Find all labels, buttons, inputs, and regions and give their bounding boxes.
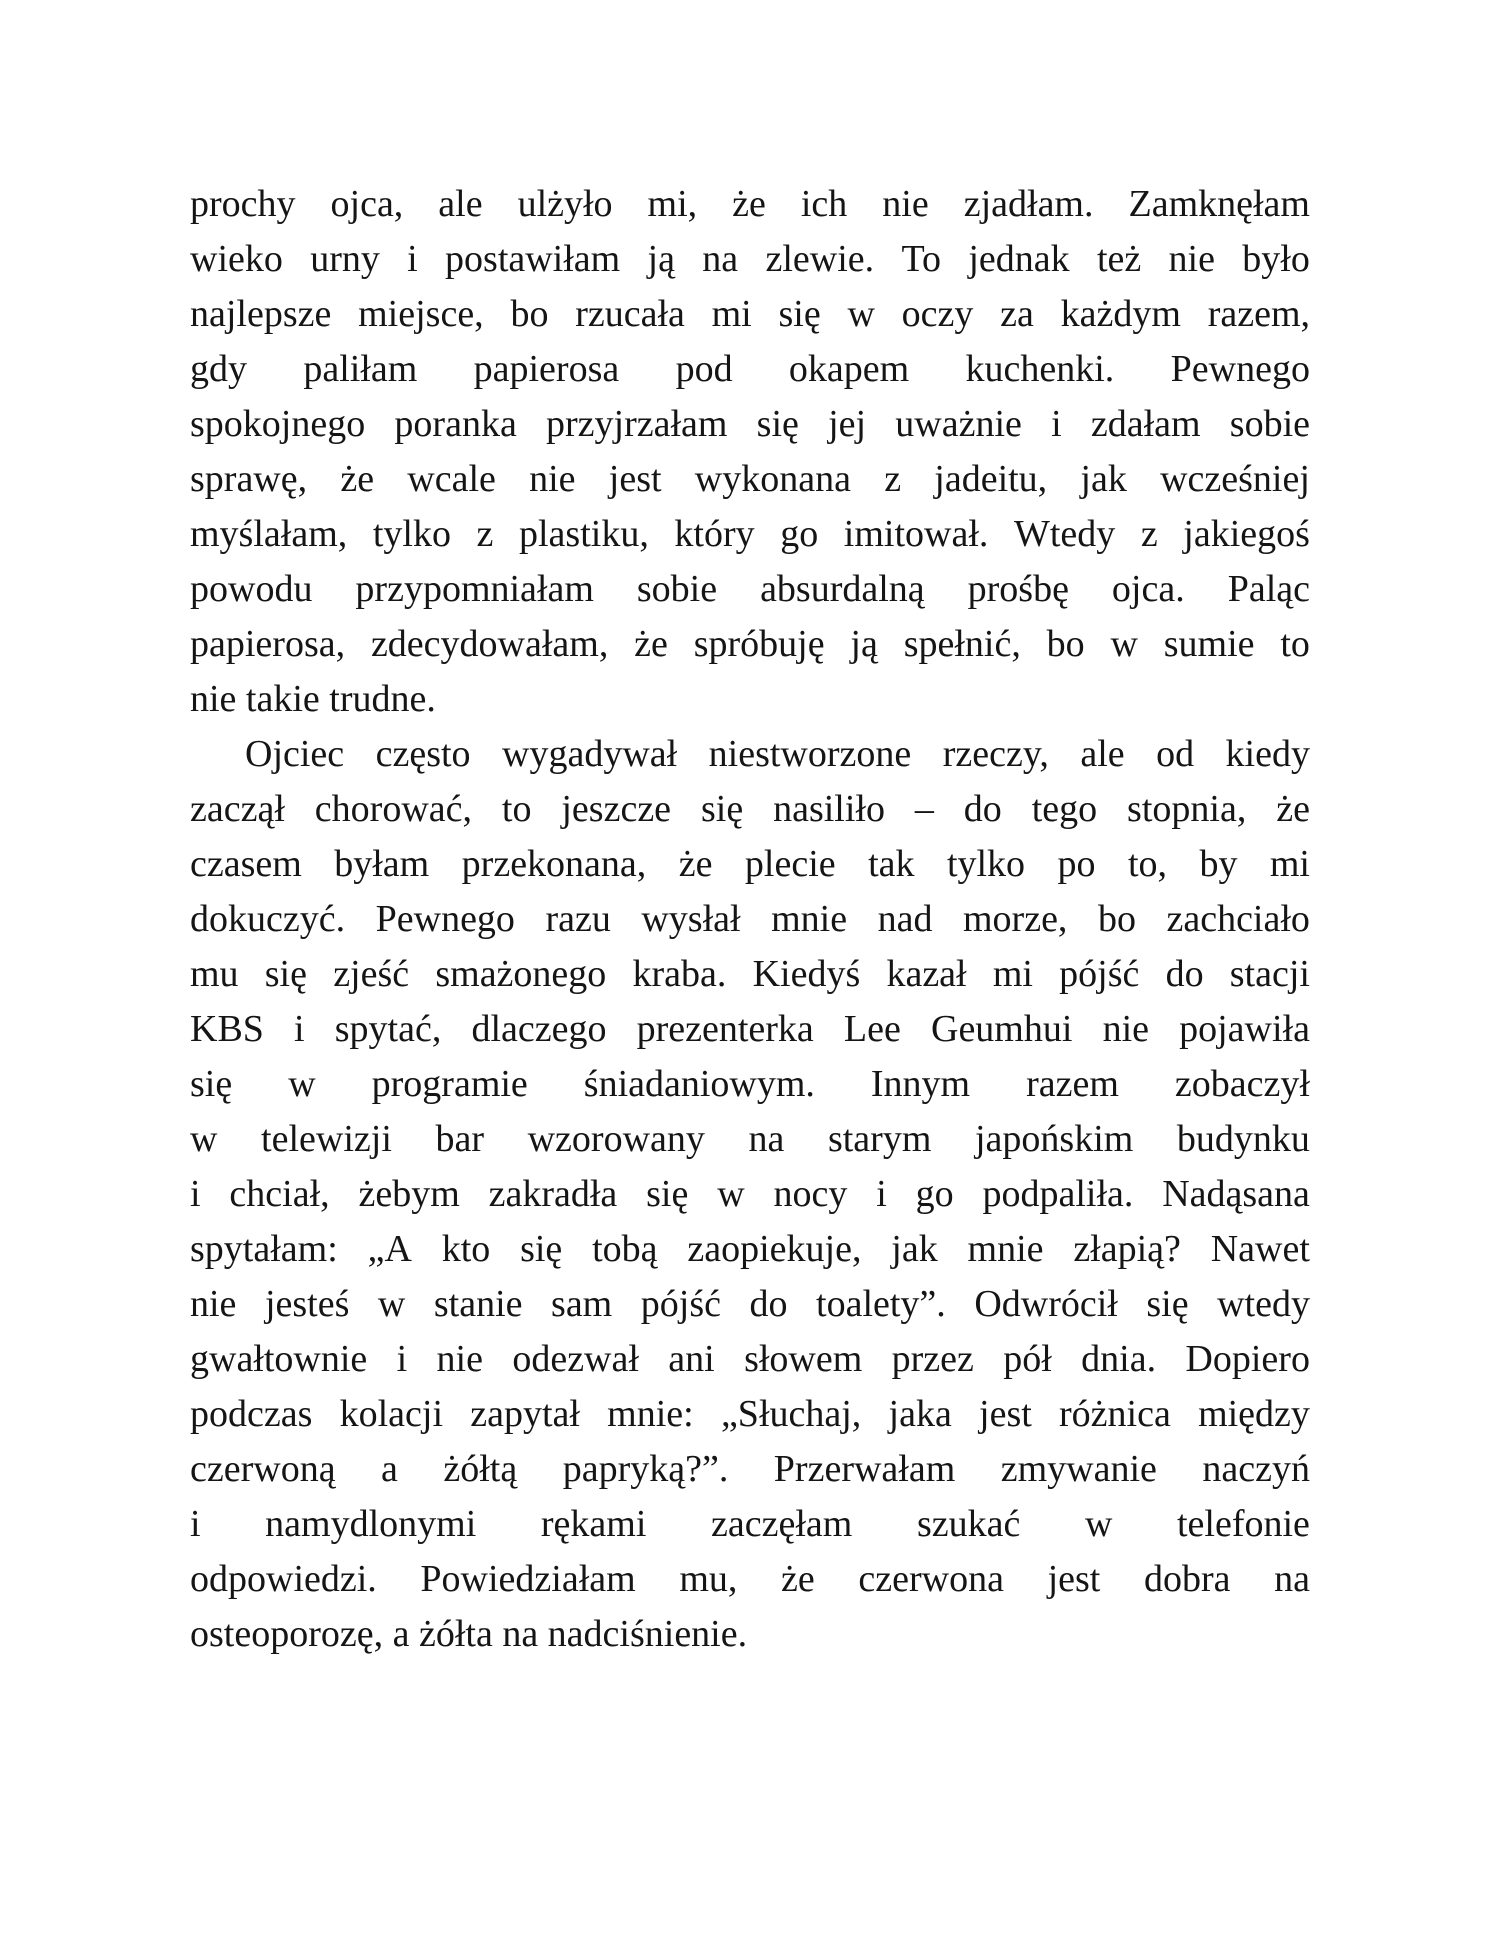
text-line: osteoporozę, a żółta na nadciśnienie. <box>190 1613 748 1655</box>
text-line: i namydlonymi rękami zaczęłam szukać w telefonie <box>190 1503 1310 1545</box>
text-line: mu się zjeść smażonego kraba. Kiedyś kazał mi pójść do stacji <box>190 953 1310 995</box>
text-line: i chciał, żebym zakradła się w nocy i go podpaliła. Nadąsana <box>190 1173 1310 1215</box>
text-line: zaczął chorować, to jeszcze się nasiliło – do tego stopnia, że <box>190 788 1310 830</box>
text-line: spokojnego poranka przyjrzałam się jej uważnie i zdałam sobie <box>190 403 1310 445</box>
text-line: KBS i spytać, dlaczego prezenterka Lee Geumhui nie pojawiła <box>190 1008 1310 1050</box>
text-line: gdy paliłam papierosa pod okapem kuchenki. Pewnego <box>190 348 1310 390</box>
text-line: nie jesteś w stanie sam pójść do toalety”. Odwrócił się wtedy <box>190 1283 1310 1325</box>
text-line: odpowiedzi. Powiedziałam mu, że czerwona jest dobra na <box>190 1558 1310 1600</box>
paragraph <box>190 727 1310 1662</box>
text-line: prochy ojca, ale ulżyło mi, że ich nie zjadłam. Zamknęłam <box>190 183 1310 225</box>
text-line: czasem byłam przekonana, że plecie tak tylko po to, by mi <box>190 843 1310 885</box>
paragraph <box>190 177 1310 727</box>
text-line: czerwoną a żółtą papryką?”. Przerwałam zmywanie naczyń <box>190 1448 1310 1490</box>
body-text <box>190 177 1310 1662</box>
text-line: w telewizji bar wzorowany na starym japońskim budynku <box>190 1118 1310 1160</box>
text-line: gwałtownie i nie odezwał ani słowem przez pół dnia. Dopiero <box>190 1338 1310 1380</box>
text-line: wieko urny i postawiłam ją na zlewie. To jednak też nie było <box>190 238 1310 280</box>
text-line: się w programie śniadaniowym. Innym razem zobaczył <box>190 1063 1310 1105</box>
text-line: sprawę, że wcale nie jest wykonana z jadeitu, jak wcześniej <box>190 458 1310 500</box>
text-line: papierosa, zdecydowałam, że spróbuję ją spełnić, bo w sumie to <box>190 623 1310 665</box>
text-line: myślałam, tylko z plastiku, który go imitował. Wtedy z jakiegoś <box>190 513 1310 555</box>
text-line: nie takie trudne. <box>190 678 436 720</box>
text-line: Ojciec często wygadywał niestworzone rzeczy, ale od kiedy <box>245 733 1310 775</box>
text-line: spytałam: „A kto się tobą zaopiekuje, jak mnie złapią? Nawet <box>190 1228 1310 1270</box>
text-line: powodu przypomniałam sobie absurdalną prośbę ojca. Paląc <box>190 568 1310 610</box>
text-line: dokuczyć. Pewnego razu wysłał mnie nad morze, bo zachciało <box>190 898 1310 940</box>
text-line: najlepsze miejsce, bo rzucała mi się w oczy za każdym razem, <box>190 293 1310 335</box>
text-line: podczas kolacji zapytał mnie: „Słuchaj, jaka jest różnica między <box>190 1393 1310 1435</box>
